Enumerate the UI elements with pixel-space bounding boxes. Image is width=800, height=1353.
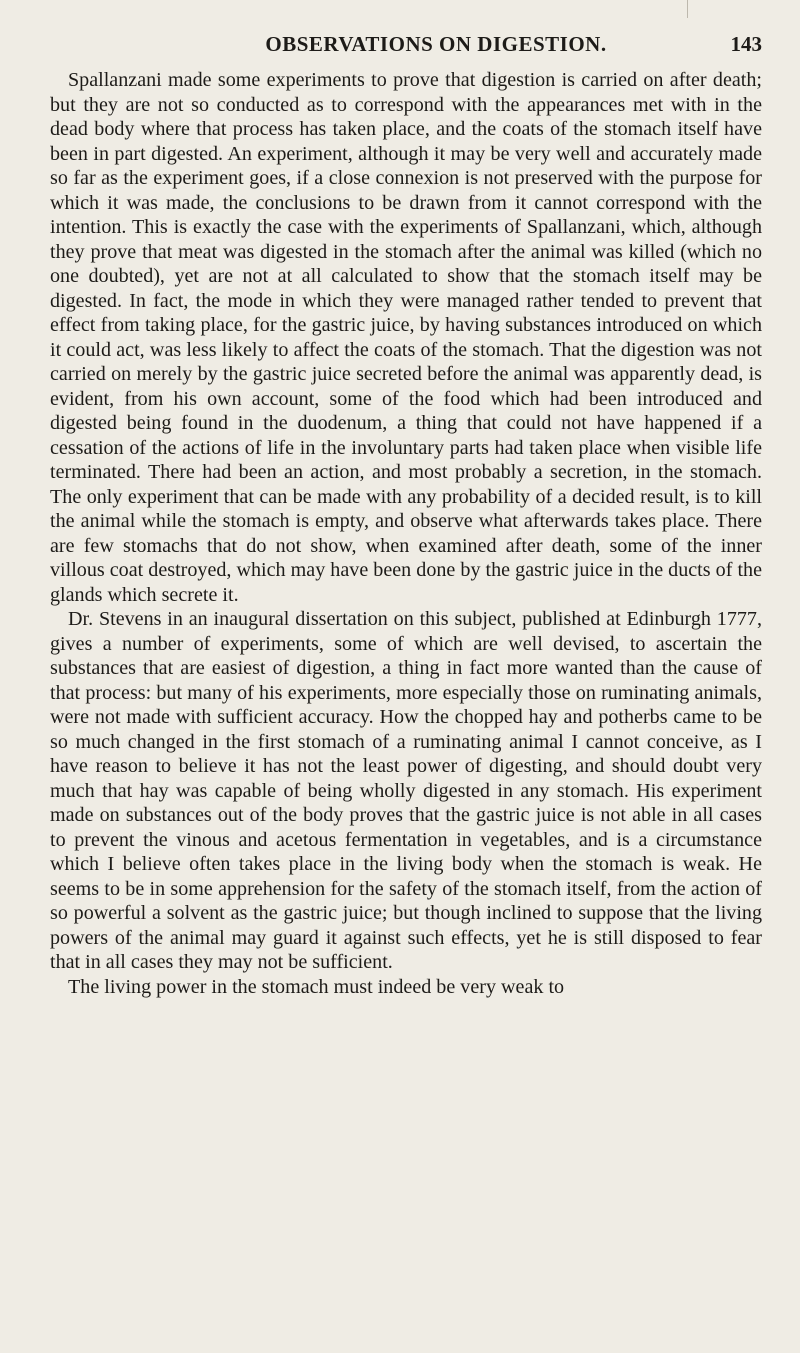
paragraph-spallanzani: Spallanzani made some experiments to prove that digestion is carried on after death; but they are not so conducted as to correspond with the appearances met with in the dead body where that process has taken place, and the coats of the stomach itself have been in part digested. An experiment, although it may be very well and accurately made so far as the experiment goes, if a close connexion is not preserved with the purpose for which it was made, the conclusions to be drawn from it cannot correspond with the intention. This is exactly the case with the experiments of Spallanzani, which, although they prove that meat was digested in the stomach after the animal was killed (which no one doubted), yet are not at all calculated to show that the stomach itself may be digested. In fact, the mode in which they were managed rather tended to prevent that effect from taking place, for the gastric juice, by having substances introduced on which it could act, was less likely to affect the coats of the stomach. That the digestion was not carried on merely by the gastric juice secreted before the animal was apparently dead, is evident, from his own account, some of the food which had been introduced and digested being found in the duodenum, a thing that could not have happened if a cessation of the actions of life in the involuntary parts had taken place when visible life terminated. There had been an action, and most probably a secretion, in the stomach. The only experiment that can be made with any probability of a decided result, is to kill the animal while the stomach is empty, and observe what afterwards takes place. There are few stomachs that do not show, when examined after death, some of the inner villous coat destroyed, which may have been done by the gastric juice in the ducts of the glands which secrete it. (50, 69, 762, 606)
running-head: OBSERVATIONS ON DIGESTION. (265, 32, 607, 56)
body-text (50, 68, 762, 999)
page-header (50, 30, 762, 68)
page-number: 143 (730, 32, 762, 56)
paragraph-living-power: The living power in the stomach must indeed be very weak to (68, 975, 565, 998)
paragraph-stevens: Dr. Stevens in an inaugural dissertation on this subject, published at Edinburgh 1777, gives a number of experiments, some of which are well devised, to ascertain the substances that are easiest of digestion, a thing in fact more wanted than the cause of that process: but many of his experiments, more especially those on ruminating animals, were not made with sufficient accuracy. How the chopped hay and potherbs came to be so much changed in the first stomach of a ruminating animal I cannot conceive, as I have reason to believe it has not the least power of digesting, and should doubt very much that hay was capable of being wholly digested in any stomach. His experiment made on substances out of the body proves that the gastric juice is not able in all cases to prevent the vinous and acetous fermentation in vegetables, and is a circumstance which I believe often takes place in the living body when the stomach is weak. He seems to be in some apprehension for the safety of the stomach itself, from the action of so powerful a solvent as the gastric juice; but though inclined to suppose that the living powers of the animal may guard it against such effects, yet he is still disposed to fear that in all cases they may not be sufficient. (50, 608, 762, 973)
